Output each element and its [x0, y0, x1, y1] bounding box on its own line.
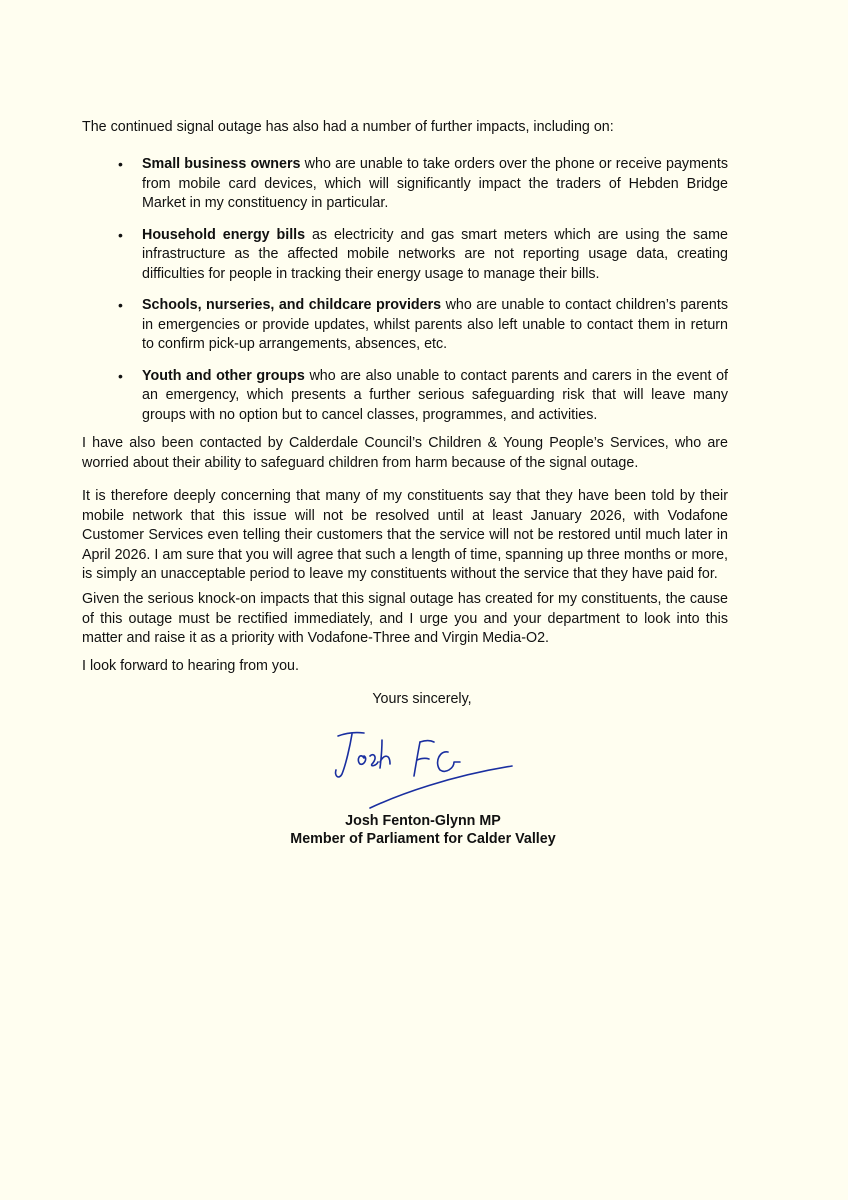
impacts-list: [82, 155, 728, 437]
bullet-marker: •: [118, 226, 123, 243]
request-paragraph: Given the serious knock-on impacts that this signal outage has created for my constituents, the cause of this outage must be rectified immediately, and I urge you and your department to look into this matter and raise it as a priority with Vodafone-Three and Virgin Media-O2.: [82, 591, 728, 646]
signatory-name: Josh Fenton-Glynn MP: [345, 813, 501, 829]
list-item: [82, 367, 728, 426]
bullet-lead: Schools, nurseries, and childcare providers: [142, 297, 442, 313]
bullet-marker: •: [118, 367, 123, 384]
bullet-marker: •: [118, 156, 123, 172]
bullet-text: who are unable to take orders over the phone or receive payments from mobile card devices, which will significantly impact the traders of Hebden Bridge Market in my constituency in particular.: [142, 156, 729, 211]
bullet-text: who are unable to contact children’s parents in emergencies or provide updates, whilst parents also left unable to contact them in return to confirm pick-up arrangements, absences, etc.: [142, 297, 729, 352]
bullet-lead: Youth and other groups: [142, 367, 305, 384]
council-paragraph: I have also been contacted by Calderdale Council’s Children & Young People’s Services, who are worried about their ability to safeguard children from harm because of the signal outage.: [82, 435, 728, 471]
sign-off: Yours sincerely,: [372, 691, 472, 707]
signature-image: [330, 716, 520, 812]
signatory-role: Member of Parliament for Calder Valley: [290, 831, 556, 847]
list-item: [82, 226, 728, 285]
list-item: [82, 155, 728, 214]
intro-paragraph: The continued signal outage has also had a number of further impacts, including on:: [82, 119, 614, 135]
concern-paragraph: It is therefore deeply concerning that many of my constituents say that they have been told by their mobile network that this issue will not be resolved until at least January 2026, with Vodafone Customer Services even telling their customers that the service will not be restored until much later in April 2026. I am sure that you will agree that such a length of time, spanning up three months or more, is simply an unacceptable period to leave my constituents without the service that they have paid for.: [82, 488, 728, 582]
list-item: [82, 296, 728, 355]
bullet-text: who are also unable to contact parents and carers in the event of an emergency, which presents a further serious safeguarding risk that will leave many groups with no option but to cancel classes, programmes, and activities.: [142, 367, 728, 423]
bullet-text: as electricity and gas smart meters which are using the same infrastructure as the affected mobile networks are not reporting usage data, creating difficulties for people in tracking their energy usage to manage their bills.: [142, 226, 728, 282]
closing-paragraph: I look forward to hearing from you.: [82, 658, 299, 674]
bullet-lead: Small business owners: [142, 156, 301, 172]
bullet-lead: Household energy bills: [142, 226, 306, 243]
bullet-marker: •: [118, 297, 123, 313]
